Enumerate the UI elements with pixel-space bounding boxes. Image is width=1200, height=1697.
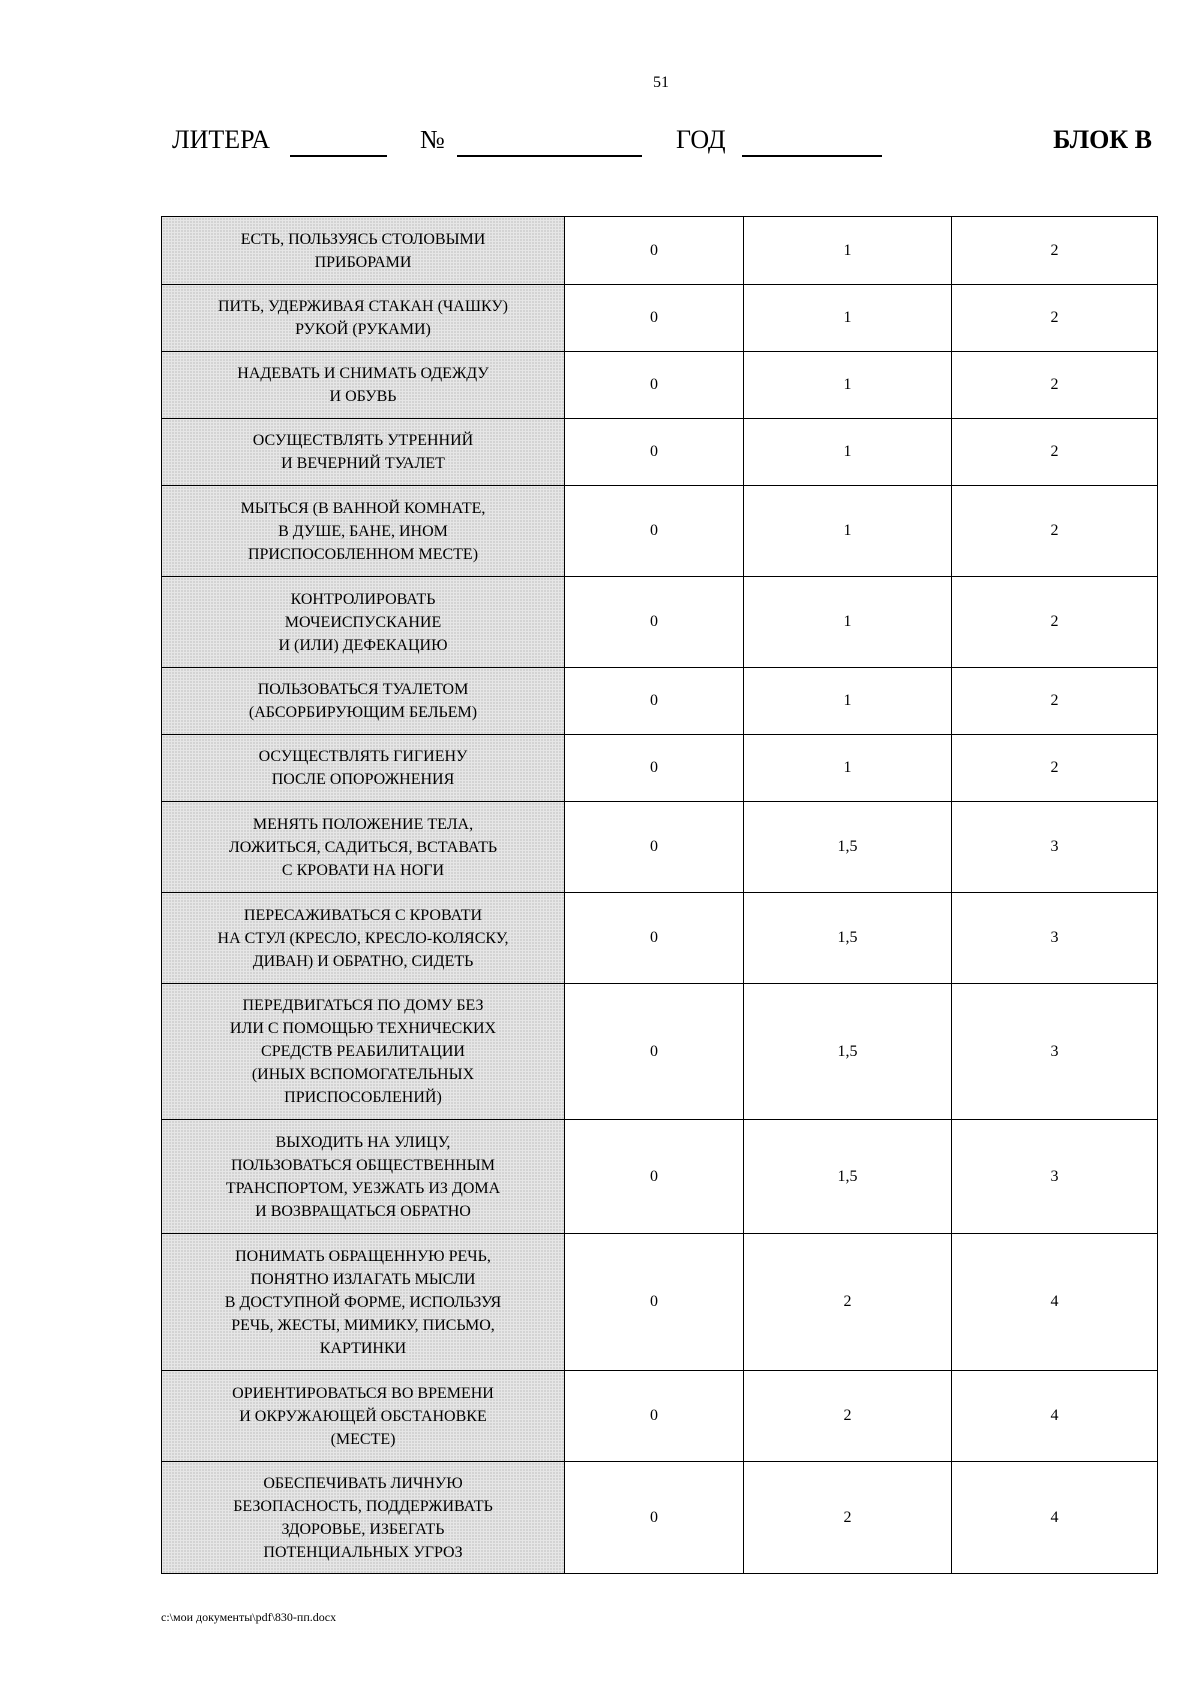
year-label: ГОД [676, 125, 726, 154]
year-blank [742, 155, 882, 157]
activity-cell [162, 984, 565, 1120]
score-cell-1: 0 [565, 893, 744, 984]
table-row [162, 1371, 1158, 1462]
form-header [172, 125, 1152, 165]
table-row [162, 1234, 1158, 1371]
score-cell-3: 3 [952, 893, 1158, 984]
activity-cell [162, 486, 565, 577]
score-cell-1: 0 [565, 802, 744, 893]
activity-text: ПЕРЕСАЖИВАТЬСЯ С КРОВАТИ НА СТУЛ (КРЕСЛО, КРЕСЛО-КОЛЯСКУ, ДИВАН) И ОБРАТНО, СИДЕТЬ [217, 906, 509, 970]
activity-text: ВЫХОДИТЬ НА УЛИЦУ, ПОЛЬЗОВАТЬСЯ ОБЩЕСТВЕННЫМ ТРАНСПОРТОМ, УЕЗЖАТЬ ИЗ ДОМА И ВОЗВРАЩАТЬСЯ ОБРАТНО [225, 1133, 501, 1220]
score-cell-2: 1 [744, 577, 952, 668]
score-cell-2: 2 [744, 1462, 952, 1574]
activity-text: ОБЕСПЕЧИВАТЬ ЛИЧНУЮ БЕЗОПАСНОСТЬ, ПОДДЕРЖИВАТЬ ЗДОРОВЬЕ, ИЗБЕГАТЬ ПОТЕНЦИАЛЬНЫХ УГРОЗ [233, 1474, 493, 1561]
score-cell-1: 0 [565, 486, 744, 577]
page-number: 51 [653, 74, 669, 91]
score-cell-1: 0 [565, 577, 744, 668]
activity-cell [162, 217, 565, 285]
score-cell-2: 2 [744, 1234, 952, 1371]
score-cell-2: 1,5 [744, 984, 952, 1120]
table-row [162, 486, 1158, 577]
activity-text: ПЕРЕДВИГАТЬСЯ ПО ДОМУ БЕЗ ИЛИ С ПОМОЩЬЮ ТЕХНИЧЕСКИХ СРЕДСТВ РЕАБИЛИТАЦИИ (ИНЫХ ВСПОМОГАТЕЛЬНЫХ ПРИСПОСОБЛЕНИЙ) [229, 997, 497, 1106]
activity-text: МЕНЯТЬ ПОЛОЖЕНИЕ ТЕЛА, ЛОЖИТЬСЯ, САДИТЬСЯ, ВСТАВАТЬ С КРОВАТИ НА НОГИ [228, 815, 498, 879]
table-row [162, 1120, 1158, 1234]
activity-text: ЕСТЬ, ПОЛЬЗУЯСЬ СТОЛОВЫМИ ПРИБОРАМИ [240, 230, 486, 271]
table-row [162, 419, 1158, 486]
score-cell-1: 0 [565, 1371, 744, 1462]
score-cell-3: 4 [952, 1371, 1158, 1462]
table-row [162, 735, 1158, 802]
table-row [162, 802, 1158, 893]
score-cell-3: 3 [952, 802, 1158, 893]
score-cell-1: 0 [565, 1462, 744, 1574]
score-cell-1: 0 [565, 1120, 744, 1234]
score-cell-3: 4 [952, 1462, 1158, 1574]
score-cell-2: 1 [744, 285, 952, 352]
activity-cell [162, 1120, 565, 1234]
score-cell-1: 0 [565, 285, 744, 352]
activity-cell [162, 577, 565, 668]
score-cell-2: 2 [744, 1371, 952, 1462]
score-cell-3: 2 [952, 577, 1158, 668]
activity-cell [162, 802, 565, 893]
score-cell-1: 0 [565, 735, 744, 802]
activity-text: НАДЕВАТЬ И СНИМАТЬ ОДЕЖДУ И ОБУВЬ [237, 365, 489, 405]
score-cell-2: 1 [744, 352, 952, 419]
table-row [162, 217, 1158, 285]
score-cell-3: 2 [952, 285, 1158, 352]
score-cell-2: 1,5 [744, 1120, 952, 1234]
number-blank [457, 155, 642, 157]
block-label: БЛОК В [1053, 125, 1152, 154]
activity-text: ОРИЕНТИРОВАТЬСЯ ВО ВРЕМЕНИ И ОКРУЖАЮЩЕЙ ОБСТАНОВКЕ (МЕСТЕ) [232, 1384, 494, 1448]
activity-cell [162, 1371, 565, 1462]
score-cell-3: 4 [952, 1234, 1158, 1371]
score-cell-1: 0 [565, 352, 744, 419]
litera-label: ЛИТЕРА [172, 125, 271, 154]
activity-text: КОНТРОЛИРОВАТЬ МОЧЕИСПУСКАНИЕ И (ИЛИ) ДЕФЕКАЦИЮ [278, 590, 448, 654]
activity-cell [162, 285, 565, 352]
table-row [162, 577, 1158, 668]
score-cell-3: 2 [952, 668, 1158, 735]
score-cell-2: 1,5 [744, 802, 952, 893]
table-row [162, 352, 1158, 419]
score-cell-3: 3 [952, 984, 1158, 1120]
score-cell-1: 0 [565, 1234, 744, 1371]
activity-cell [162, 735, 565, 802]
activity-text: ПОНИМАТЬ ОБРАЩЕННУЮ РЕЧЬ, ПОНЯТНО ИЗЛАГАТЬ МЫСЛИ В ДОСТУПНОЙ ФОРМЕ, ИСПОЛЬЗУЯ РЕЧЬ, ЖЕСТЫ, МИМИКУ, ПИСЬМО, КАРТИНКИ [224, 1247, 502, 1357]
score-cell-1: 0 [565, 217, 744, 285]
score-cell-3: 2 [952, 419, 1158, 486]
activity-text: ПИТЬ, УДЕРЖИВАЯ СТАКАН (ЧАШКУ) РУКОЙ (РУКАМИ) [218, 298, 508, 338]
table-row [162, 893, 1158, 984]
table-row [162, 668, 1158, 735]
score-cell-1: 0 [565, 984, 744, 1120]
score-cell-3: 2 [952, 486, 1158, 577]
score-cell-3: 2 [952, 735, 1158, 802]
score-cell-2: 1 [744, 486, 952, 577]
activity-score-table [161, 216, 1158, 1574]
activity-text: ОСУЩЕСТВЛЯТЬ УТРЕННИЙ И ВЕЧЕРНИЙ ТУАЛЕТ [252, 432, 474, 472]
table-row [162, 1462, 1158, 1574]
score-cell-1: 0 [565, 419, 744, 486]
score-cell-2: 1 [744, 419, 952, 486]
activity-text: ПОЛЬЗОВАТЬСЯ ТУАЛЕТОМ (АБСОРБИРУЮЩИМ БЕЛЬЕМ) [248, 681, 478, 721]
activity-cell [162, 1234, 565, 1371]
score-cell-1: 0 [565, 668, 744, 735]
activity-text: МЫТЬСЯ (В ВАННОЙ КОМНАТЕ, В ДУШЕ, БАНЕ, ИНОМ ПРИСПОСОБЛЕННОМ МЕСТЕ) [240, 499, 486, 563]
activity-text: ОСУЩЕСТВЛЯТЬ ГИГИЕНУ ПОСЛЕ ОПОРОЖНЕНИЯ [258, 748, 468, 788]
activity-cell [162, 893, 565, 984]
score-cell-2: 1 [744, 668, 952, 735]
activity-cell [162, 668, 565, 735]
score-cell-2: 1 [744, 735, 952, 802]
activity-cell [162, 352, 565, 419]
activity-cell [162, 1462, 565, 1574]
score-cell-3: 2 [952, 352, 1158, 419]
score-cell-3: 3 [952, 1120, 1158, 1234]
footer-file-path: c:\мои документы\pdf\830-пп.docx [161, 1610, 337, 1624]
score-cell-2: 1 [744, 217, 952, 285]
activity-cell [162, 419, 565, 486]
litera-blank [290, 155, 387, 157]
table-row [162, 285, 1158, 352]
score-cell-2: 1,5 [744, 893, 952, 984]
table-row [162, 984, 1158, 1120]
number-label: № [420, 125, 445, 154]
score-cell-3: 2 [952, 217, 1158, 285]
